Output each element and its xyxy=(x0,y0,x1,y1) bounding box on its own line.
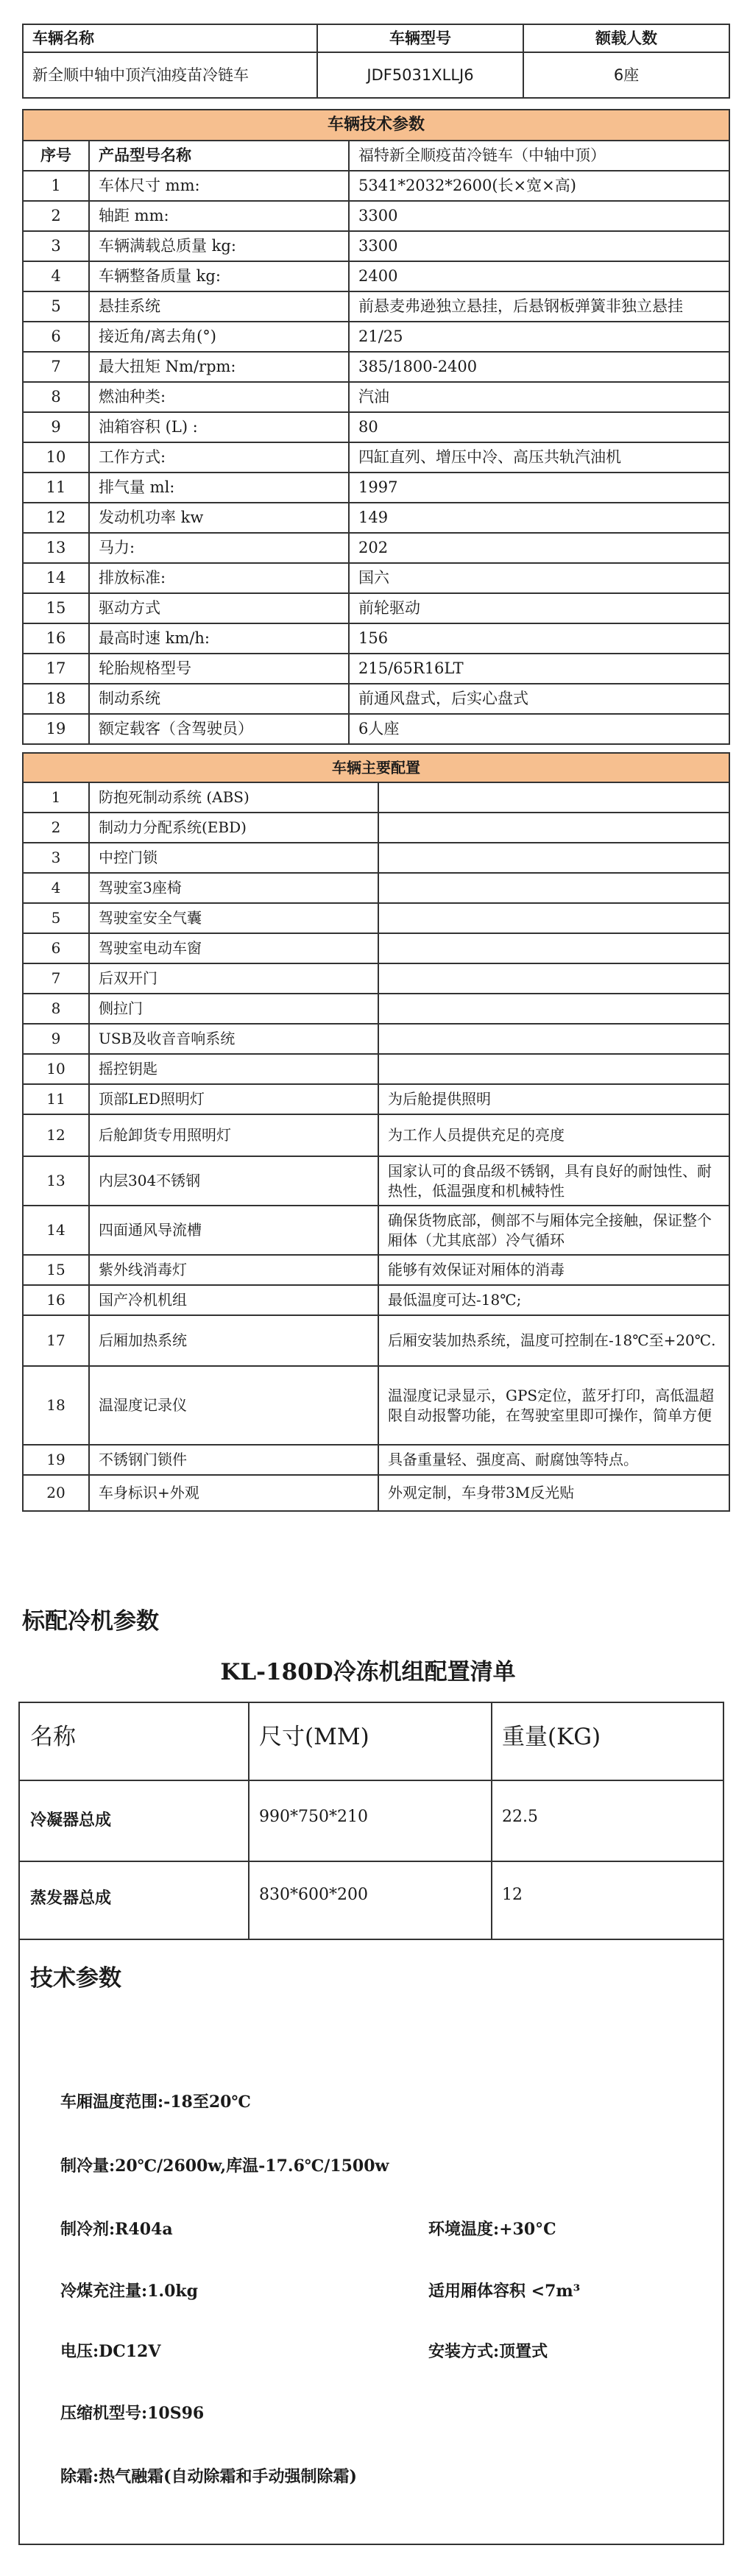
col-value-header: 福特新全顺疫苗冷链车（中轴中顶） xyxy=(349,141,729,171)
param-value: 3300 xyxy=(349,201,729,231)
defrost-method: 除霜:热气融霜(自动除霜和手动强制除霜) xyxy=(60,2467,357,2486)
table-row xyxy=(23,654,729,684)
row-number: 5 xyxy=(23,903,89,933)
tech-params-table xyxy=(22,109,730,745)
row-number: 3 xyxy=(23,231,89,261)
config-name: 防抱死制动系统 (ABS) xyxy=(89,782,378,813)
param-name: 油箱容积 (L) : xyxy=(89,412,349,442)
row-number: 12 xyxy=(23,1114,89,1156)
part-name: 冷凝器总成 xyxy=(30,1811,112,1830)
param-name: 轴距 mm: xyxy=(89,201,349,231)
refrigeration-box xyxy=(18,1702,724,2545)
row-number: 18 xyxy=(23,1366,89,1445)
row-number: 1 xyxy=(23,171,89,201)
param-name: 车体尺寸 mm: xyxy=(89,171,349,201)
config-name: 四面通风导流槽 xyxy=(89,1206,378,1255)
param-value: 四缸直列、增压中冷、高压共轨汽油机 xyxy=(349,442,729,473)
table-row xyxy=(23,382,729,412)
refrigerant-charge: 冷煤充注量:1.0kg xyxy=(60,2282,199,2301)
table-row xyxy=(23,412,729,442)
table-row xyxy=(23,593,729,623)
table-row xyxy=(23,994,729,1024)
param-value: 3300 xyxy=(349,231,729,261)
config-name: 不锈钢门锁件 xyxy=(89,1445,378,1475)
table-row xyxy=(23,843,729,873)
refrigeration-section-title: 标配冷机参数 xyxy=(22,1608,159,1635)
config-description xyxy=(378,873,729,903)
param-value: 5341*2032*2600(长×宽×高) xyxy=(349,171,729,201)
row-number: 11 xyxy=(23,1084,89,1114)
config-description xyxy=(378,963,729,994)
col-name-header: 产品型号名称 xyxy=(89,141,349,171)
table-row xyxy=(23,291,729,322)
param-value: 国六 xyxy=(349,563,729,593)
table-row xyxy=(23,533,729,563)
ambient-temp: 环境温度:+30°C xyxy=(428,2220,556,2239)
table-row xyxy=(23,903,729,933)
config-description: 能够有效保证对厢体的消毒 xyxy=(378,1255,729,1285)
param-value: 2400 xyxy=(349,261,729,291)
config-name: 内层304不锈钢 xyxy=(89,1156,378,1206)
voltage: 电压:DC12V xyxy=(60,2342,161,2361)
config-description: 温湿度记录显示，GPS定位，蓝牙打印，高低温超限自动报警功能，在驾驶室里即可操作，简单方便 xyxy=(378,1366,729,1445)
box-temp-range: 车厢温度范围:-18至20℃ xyxy=(60,2092,251,2112)
table-row xyxy=(23,352,729,382)
config-description: 最低温度可达-18℃; xyxy=(378,1285,729,1315)
table-row xyxy=(23,873,729,903)
config-name: 侧拉门 xyxy=(89,994,378,1024)
table-row xyxy=(23,261,729,291)
table-row xyxy=(23,684,729,714)
col-no-header: 序号 xyxy=(23,141,89,171)
config-description: 外观定制，车身带3M反光贴 xyxy=(378,1475,729,1511)
config-description xyxy=(378,1054,729,1084)
row-number: 19 xyxy=(23,1445,89,1475)
param-name: 额定载客（含驾驶员） xyxy=(89,714,349,744)
table-row xyxy=(23,1054,729,1084)
table-row xyxy=(23,1285,729,1315)
param-value: 6人座 xyxy=(349,714,729,744)
row-number: 4 xyxy=(23,261,89,291)
param-name: 燃油种类: xyxy=(89,382,349,412)
config-description xyxy=(378,903,729,933)
param-name: 车辆满载总质量 kg: xyxy=(89,231,349,261)
tech-title: 技术参数 xyxy=(30,1965,121,1992)
param-name: 车辆整备质量 kg: xyxy=(89,261,349,291)
row-number: 5 xyxy=(23,291,89,322)
param-value: 21/25 xyxy=(349,322,729,352)
table-row xyxy=(23,813,729,843)
row-number: 2 xyxy=(23,201,89,231)
table-row xyxy=(23,1156,729,1206)
param-value: 1997 xyxy=(349,473,729,503)
config-name: 紫外线消毒灯 xyxy=(89,1255,378,1285)
param-name: 驱动方式 xyxy=(89,593,349,623)
parts-header-row xyxy=(20,1703,723,1781)
param-value: 80 xyxy=(349,412,729,442)
table-row xyxy=(23,1114,729,1156)
config-description: 为后舱提供照明 xyxy=(378,1084,729,1114)
table-row xyxy=(23,563,729,593)
table-row xyxy=(23,1475,729,1511)
parts-row xyxy=(20,1780,723,1862)
applicable-volume: 适用厢体容积 <7m³ xyxy=(428,2282,581,2301)
part-size: 990*750*210 xyxy=(259,1808,368,1826)
row-number: 8 xyxy=(23,382,89,412)
main-config-table xyxy=(22,752,730,1512)
config-name: 顶部LED照明灯 xyxy=(89,1084,378,1114)
part-size: 830*600*200 xyxy=(259,1886,368,1904)
config-name: 国产冷机机组 xyxy=(89,1285,378,1315)
row-number: 10 xyxy=(23,1054,89,1084)
param-name: 轮胎规格型号 xyxy=(89,654,349,684)
config-name: 后厢加热系统 xyxy=(89,1315,378,1366)
row-number: 11 xyxy=(23,473,89,503)
config-name: 温湿度记录仪 xyxy=(89,1366,378,1445)
config-name: 后双开门 xyxy=(89,963,378,994)
table-row xyxy=(23,473,729,503)
config-name: 驾驶室电动车窗 xyxy=(89,933,378,963)
main-config-title: 车辆主要配置 xyxy=(23,753,729,782)
config-description: 为工作人员提供充足的亮度 xyxy=(378,1114,729,1156)
row-number: 15 xyxy=(23,1255,89,1285)
row-number: 20 xyxy=(23,1475,89,1511)
param-value: 156 xyxy=(349,623,729,654)
table-row xyxy=(23,963,729,994)
table-row xyxy=(23,201,729,231)
cooling-capacity: 制冷量:20℃/2600w,库温-17.6℃/1500w xyxy=(60,2156,389,2176)
table-row xyxy=(23,171,729,201)
table-row xyxy=(23,1445,729,1475)
row-number: 6 xyxy=(23,322,89,352)
row-number: 6 xyxy=(23,933,89,963)
param-value: 前通风盘式，后实心盘式 xyxy=(349,684,729,714)
row-number: 18 xyxy=(23,684,89,714)
table-row xyxy=(23,1206,729,1255)
row-number: 7 xyxy=(23,352,89,382)
row-number: 19 xyxy=(23,714,89,744)
param-value: 149 xyxy=(349,503,729,533)
config-name: 驾驶室3座椅 xyxy=(89,873,378,903)
config-description xyxy=(378,933,729,963)
row-number: 9 xyxy=(23,1024,89,1054)
row-number: 14 xyxy=(23,563,89,593)
row-number: 7 xyxy=(23,963,89,994)
param-name: 最高时速 km/h: xyxy=(89,623,349,654)
table-row xyxy=(23,714,729,744)
install-method: 安装方式:顶置式 xyxy=(428,2342,548,2361)
config-description: 具备重量轻、强度高、耐腐蚀等特点。 xyxy=(378,1445,729,1475)
config-description: 后厢安装加热系统，温度可控制在-18℃至+20℃. xyxy=(378,1315,729,1366)
row-number: 12 xyxy=(23,503,89,533)
row-number: 15 xyxy=(23,593,89,623)
config-name: 制动力分配系统(EBD) xyxy=(89,813,378,843)
tech-params-title: 车辆技术参数 xyxy=(23,110,729,141)
config-description xyxy=(378,813,729,843)
table-row xyxy=(23,442,729,473)
table-row xyxy=(23,1084,729,1114)
table-row xyxy=(23,1366,729,1445)
param-name: 工作方式: xyxy=(89,442,349,473)
vehicle-name-value: 新全顺中轴中顶汽油疫苗冷链车 xyxy=(23,52,317,98)
table-row xyxy=(23,503,729,533)
table-row xyxy=(23,322,729,352)
row-number: 10 xyxy=(23,442,89,473)
row-number: 16 xyxy=(23,623,89,654)
part-weight: 12 xyxy=(502,1886,523,1904)
param-value: 202 xyxy=(349,533,729,563)
param-name: 马力: xyxy=(89,533,349,563)
param-value: 汽油 xyxy=(349,382,729,412)
row-number: 13 xyxy=(23,533,89,563)
param-name: 排放标准: xyxy=(89,563,349,593)
config-description xyxy=(378,994,729,1024)
row-number: 14 xyxy=(23,1206,89,1255)
passenger-capacity-header: 额载人数 xyxy=(523,24,729,52)
param-name: 制动系统 xyxy=(89,684,349,714)
refrigeration-list-title: KL-180D冷冻机组配置清单 xyxy=(220,1659,516,1685)
vehicle-model-value: JDF5031XLLJ6 xyxy=(317,52,523,98)
table-row xyxy=(23,623,729,654)
row-number: 1 xyxy=(23,782,89,813)
parts-weight-header: 重量(KG) xyxy=(502,1724,601,1750)
row-number: 8 xyxy=(23,994,89,1024)
parts-size-header: 尺寸(MM) xyxy=(259,1724,369,1750)
config-description xyxy=(378,782,729,813)
table-row xyxy=(23,1315,729,1366)
config-name: 后舱卸货专用照明灯 xyxy=(89,1114,378,1156)
config-description xyxy=(378,1024,729,1054)
parts-row xyxy=(20,1861,723,1940)
config-name: 驾驶室安全气囊 xyxy=(89,903,378,933)
param-value: 385/1800-2400 xyxy=(349,352,729,382)
row-number: 17 xyxy=(23,1315,89,1366)
row-number: 2 xyxy=(23,813,89,843)
part-name: 蒸发器总成 xyxy=(30,1889,112,1908)
row-number: 13 xyxy=(23,1156,89,1206)
param-name: 接近角/离去角(°) xyxy=(89,322,349,352)
table-row xyxy=(23,1024,729,1054)
config-name: USB及收音音响系统 xyxy=(89,1024,378,1054)
param-value: 215/65R16LT xyxy=(349,654,729,684)
table-row xyxy=(23,231,729,261)
param-name: 排气量 ml: xyxy=(89,473,349,503)
row-number: 3 xyxy=(23,843,89,873)
vehicle-name-header: 车辆名称 xyxy=(23,24,317,52)
row-number: 9 xyxy=(23,412,89,442)
table-row xyxy=(23,1255,729,1285)
row-number: 4 xyxy=(23,873,89,903)
table-row xyxy=(23,782,729,813)
config-name: 车身标识+外观 xyxy=(89,1475,378,1511)
vehicle-info-table xyxy=(22,24,730,99)
config-description xyxy=(378,843,729,873)
config-name: 摇控钥匙 xyxy=(89,1054,378,1084)
row-number: 17 xyxy=(23,654,89,684)
config-description: 国家认可的食品级不锈钢，具有良好的耐蚀性、耐热性，低温强度和机械特性 xyxy=(378,1156,729,1206)
param-name: 发动机功率 kw xyxy=(89,503,349,533)
compressor-model: 压缩机型号:10S96 xyxy=(60,2404,205,2423)
param-name: 最大扭矩 Nm/rpm: xyxy=(89,352,349,382)
passenger-capacity-value: 6座 xyxy=(523,52,729,98)
config-name: 中控门锁 xyxy=(89,843,378,873)
row-number: 16 xyxy=(23,1285,89,1315)
table-row xyxy=(23,933,729,963)
param-value: 前轮驱动 xyxy=(349,593,729,623)
parts-name-header: 名称 xyxy=(30,1724,76,1750)
refrigerant: 制冷剂:R404a xyxy=(60,2220,173,2239)
vehicle-model-header: 车辆型号 xyxy=(317,24,523,52)
param-value: 前悬麦弗逊独立悬挂，后悬钢板弹簧非独立悬挂 xyxy=(349,291,729,322)
param-name: 悬挂系统 xyxy=(89,291,349,322)
part-weight: 22.5 xyxy=(502,1808,538,1826)
config-description: 确保货物底部，侧部不与厢体完全接触，保证整个厢体（尤其底部）冷气循环 xyxy=(378,1206,729,1255)
